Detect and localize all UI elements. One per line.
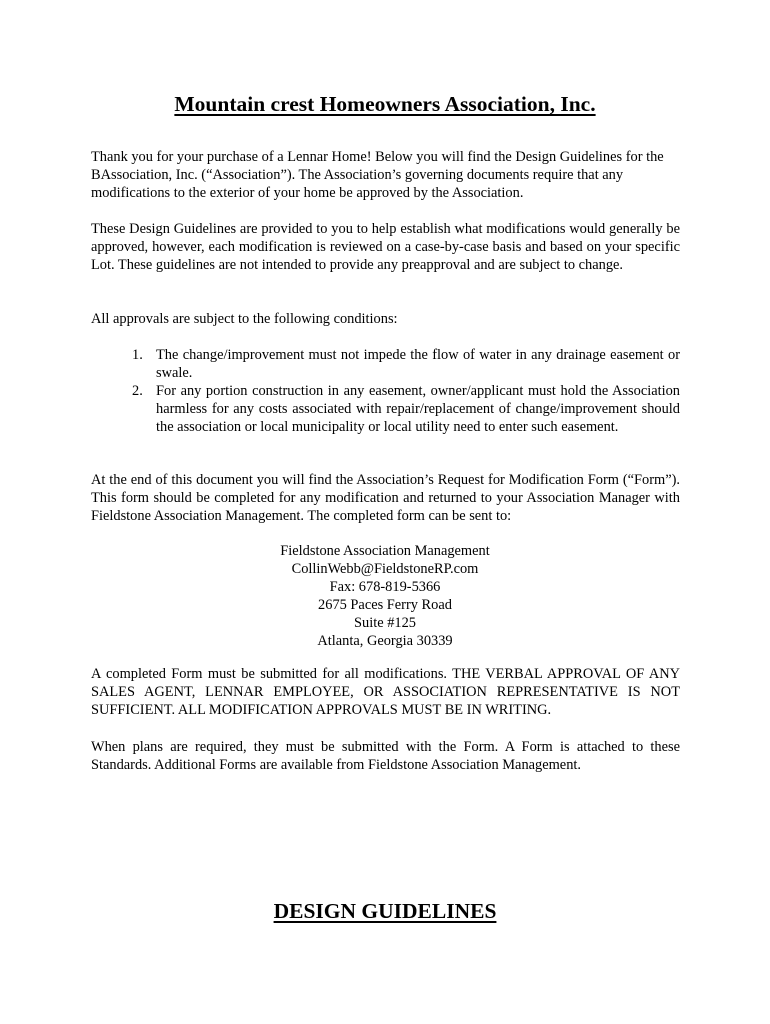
address-name: Fieldstone Association Management <box>280 543 490 559</box>
form-info-paragraph: At the end of this document you will find the Association’s Request for Modification Form (“Form”). This form should be completed for any modification and returned to your Association Manager with Fieldstone Association Management. The completed form can be sent to: <box>91 472 680 524</box>
document-title: Mountain crest Homeowners Association, Inc. <box>174 92 596 116</box>
address-suite: Suite #125 <box>354 615 416 631</box>
address-street: 2675 Paces Ferry Road <box>318 597 452 613</box>
list-item-number: 2. <box>132 383 143 399</box>
plans-paragraph: When plans are required, they must be submitted with the Form. A Form is attached to these Standards. Additional Forms are available from Fieldstone Association Management. <box>91 739 680 773</box>
section-heading: DESIGN GUIDELINES <box>273 899 497 923</box>
list-item-text: The change/improvement must not impede the flow of water in any drainage easement or swale. <box>156 347 680 381</box>
mailing-address <box>0 542 770 650</box>
verbal-approval-paragraph: A completed Form must be submitted for all modifications. THE VERBAL APPROVAL OF ANY SALES AGENT, LENNAR EMPLOYEE, OR ASSOCIATION REPRESENTATIVE IS NOT SUFFICIENT. ALL MODIFICATION APPROVALS MUST BE IN WRITING. <box>91 666 680 718</box>
list-item <box>124 346 680 382</box>
intro-paragraph: Thank you for your purchase of a Lennar Home! Below you will find the Design Guidelines for the BAssociation, Inc. (“Association”). The Association’s governing documents require that any modifications to the exterior of your home be approved by the Association. <box>91 149 664 201</box>
address-fax: Fax: 678-819-5366 <box>329 579 441 595</box>
address-city: Atlanta, Georgia 30339 <box>317 633 453 649</box>
list-item-number: 1. <box>132 347 143 363</box>
conditions-list <box>124 346 680 436</box>
guidelines-paragraph: These Design Guidelines are provided to you to help establish what modifications would generally be approved, however, each modification is reviewed on a case-by-case basis and based on your specific Lot. These guidelines are not intended to provide any preapproval and are subject to change. <box>91 221 680 273</box>
list-item-text: For any portion construction in any easement, owner/applicant must hold the Association harmless for any costs associated with repair/replacement of change/improvement should the association or local municipality or local utility need to enter such easement. <box>156 383 680 435</box>
list-item <box>124 382 680 436</box>
conditions-lead: All approvals are subject to the following conditions: <box>91 311 398 327</box>
address-email: CollinWebb@FieldstoneRP.com <box>291 561 479 577</box>
